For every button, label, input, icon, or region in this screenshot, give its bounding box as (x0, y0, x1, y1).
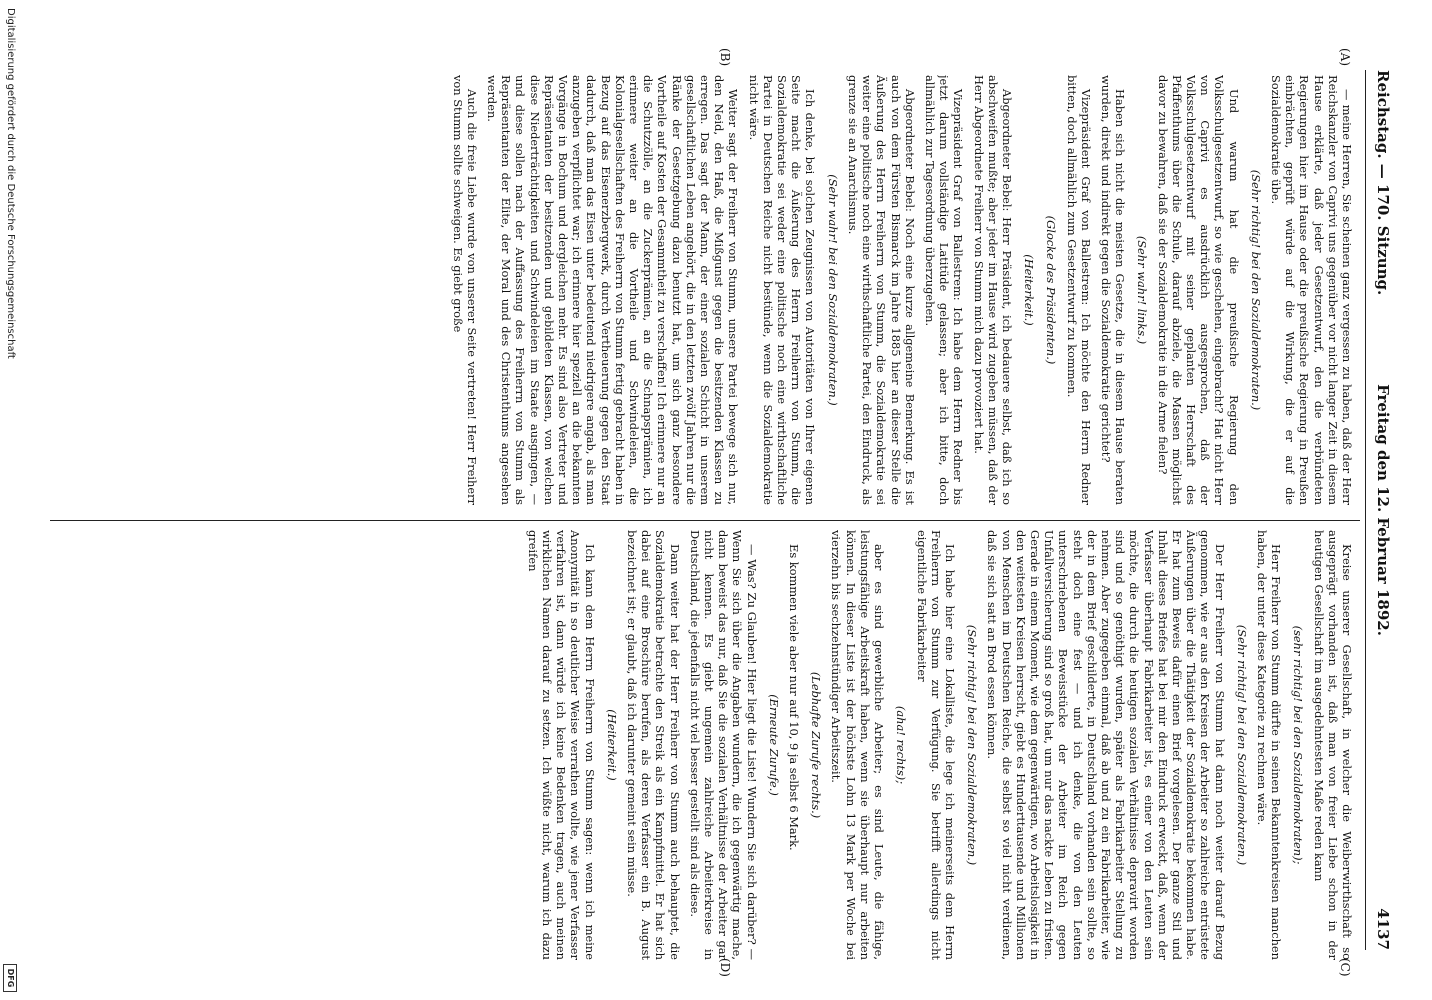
paragraph: Haben sich nicht die meisten Gesetze, die in diesem Hause beraten wurden, direkt und indirekt gegen die Sozialdemokratie gerichtet? (1098, 75, 1128, 505)
dfg-logo: DFG (3, 964, 17, 992)
margin-mark-c: (C) (1338, 958, 1352, 977)
interjection: (Sehr richtig! bei den Sozialdemokraten.) (1248, 169, 1263, 411)
interjection: (Glocke des Präsidenten.) (1044, 215, 1059, 365)
column-divider (50, 520, 1360, 521)
paragraph: Kreise unserer Gesellschaft, in welcher die Weiberwirthschaft so ausgeprägt vorhanden ist, daß man von freier Liebe schon in der heutigen Gesellschaft im ausgedehntesten Maße reden kann (1311, 530, 1354, 960)
page-footer (2, 0, 16, 1000)
paragraph: Weiter sagt der Freiherr von Stumm, unsere Partei bewege sich nur, den Neid, den Haß, die Mißgunst gegen die besitzenden Klassen zu erregen. Das sagt der Mann, der einer sozialen Schicht in unserem gesellschaftlichen Leben angehört, die in den letzten zwölf Jahren nur die Ränke der Gesetzgebung dazu benutzt hat, um sich ganz besondere Vortheile auf Kosten der Gesammtheit zu verschaffen! Ich erinnere nur an die Schutzzölle, an die Zuckerprämien, an die Schnapsprämien, ich erinnere weiter an die Vortheile und Schwindeleien, die Kolonialgesellschaften des Freiherrn von Stumm fertig gebracht haben in Bezug auf das Eisenerzbergwerk, durch Vertheuerung gegen den Staat dadurch, daß man das Eisen unter bedeutend niedrigere angab, als man anzugeben verpflichtet war; ich erinnere hier speziell an die bekannten Vorgänge in Bochum und dergleichen mehr. Es sind also Vertreter und Repräsentanten der besitzenden und gebildeten Klassen, von welchen diese Niederträchtigkeiten und Schwindeleien im Staate ausgingen, — und diese sollen nach der Auffassung des Freiherrn von Stumm als Repräsentanten der Elite, der Moral und des Christenthums angesehen werden. (485, 75, 741, 505)
interjection: (aha! rechts); (894, 705, 909, 785)
paragraph: Abgeordneter Bebel: Herr Präsident, ich bedauere selbst, daß ich so abschweifen mußte; aber jeder im Hause wird zugeben müssen, daß der Herr Abgeordnete Freiherr von Stumm mich dazu provoziert hat. (971, 75, 1014, 505)
paragraph: Es kommen viele aber nur auf 10, 9 ja selbst 6 Mark. (787, 544, 802, 851)
paragraph: Ich habe hier eine Lokalliste, die lege ich meinerseits dem Herrn Freiherrn von Stumm zur Verfügung. Sie betrifft allerdings nicht eigentliche Fabrikarbeiter (914, 530, 957, 960)
digitization-credit: Digitalisierung gefördert durch die Deutsche Forschungsgemeinschaft (5, 8, 16, 359)
interjection: (Sehr wahr! links.) (1135, 235, 1150, 345)
paragraph: Vizepräsident Graf von Ballestrem: Ich habe dem Herrn Redner bis jetzt darum vollständige Latitüde gelassen; aber ich bitte, doch allmählich zur Tagesordnung überzugehen. (922, 75, 966, 505)
paragraph: — Was? Zu Glauben! Hier liegt die Liste! Wundern Sie sich darüber? — Wenn Sie sich über die Angaben wundern, die ich gegenwärtig mache, dann beweist das nur, daß Sie die sozialen Verhältnisse der Arbeiter gar nicht kennen. Es giebt ungemein zahlreiche Arbeiterkreise in Deutschland, die jedenfalls nicht viel besser gestellt sind als diese. (687, 530, 759, 960)
margin-mark-a: (A) (1338, 48, 1352, 67)
margin-mark-b: (B) (718, 48, 732, 67)
interjection: (Heiterkeit.) (1022, 254, 1037, 326)
paragraph: Abgeordneter Bebel: Noch eine kurze allgemeine Bemerkung. Es ist auch von dem Fürsten Bismarck im Jahre 1885 hier an dieser Stelle die Äußerung des Herrn Freiherrn von Stumm, die Sozialdemokratie sei weiter eine politische noch eine wirthschaftliche Partei, den Eindruck, als grenze sie an Anarchismus. (845, 75, 917, 505)
paragraph: Ich denke, bei solchen Zeugnissen von Autoritäten von Ihrer eigenen Seite macht die Äußerung des Herrn Freiherrn von Stumm, die Sozialdemokratie sei weder eine politische noch eine wirthschaftliche Partei in Deutschen Reiche nicht bestünde, wenn die Sozialdemokratie nicht wäre. (746, 75, 818, 505)
header-session: Reichstag. — 170. Sitzung. (1374, 70, 1392, 296)
left-column (54, 75, 1354, 505)
paragraph: Vizepräsident Graf von Ballestrem: Ich möchte den Herrn Redner bitten, doch allmählich zum Gesetzentwurf zu kommen. (1064, 75, 1093, 505)
paragraph: Der Herr Freiherr von Stumm hat dann noch weiter darauf Bezug genommen, wie er aus den Kreisen der Arbeiter so zahlreiche entrüstete Äußerungen über die Thätigkeit der Sozialdemokratie bekommen habe. Er hat zum Beweis dafür einen Brief vorgelesen. Der ganze Stil und Inhalt dieses Briefes hat bei mir den Eindruck erweckt, daß, wenn der Verfasser überhaupt Fabrikarbeiter ist, es einer von den Leuten sein möchte, die durch die heutigen sozialen Verhältnisse depravirt worden sind und so genöthigt wurden, später als Fabrikarbeiter Stellung zu nehmen. Aber zugegeben einmal, daß ab und zu ein Fabrikarbeiter, wie der in dem Brief geschilderte, in Deutschland vorhanden sein sollte, so steht doch eine fest — und ich denke, die von den Leuten unterschriebenen Beweisstücke der Arbeiter im Reich gegen Unfallversicherung sind so groß hat, um nur das nackte Leben zu fristen. Gerade in einem Moment, wie dem gegenwärtigen, wo Arbeitslosigkeit in den weitesten Kreisen herrscht, giebt es Hunderttausende und Millionen von Menschen im Deutschen Reiche, die selbst so viel nicht verdienen, daß sie sich satt an Brod essen können. (985, 530, 1227, 960)
header-rule (1365, 70, 1366, 950)
page-header (1368, 70, 1392, 950)
paragraph: Und warum hat die preußische Regierung den Volksschulgesetzentwurf, so wie geschehen, eingebracht? Hat nicht Herr von Caprivi es ausdrücklich ausgesprochen, daß der Volksschulgesetzentwurf mit seiner geplanten Herrschaft des Pfaffenthums über die Schule, darauf abziele, die Massen möglichst davor zu bewahren, daß sie der Sozialdemokratie in die Arme fielen? (1155, 75, 1241, 505)
interjection: (sehr richtig! bei den Sozialdemokraten); (1291, 625, 1306, 865)
paragraph: — meine Herren, Sie scheinen ganz vergessen zu haben, daß der Herr Reichskanzler von Caprivi uns gegenüber vor nicht langer Zeit in diesem Hause erklärte, daß jeder Gesetzentwurf, den die verbündeten Regierungen hier im Hause oder die preußische Regierung in Preußen einbrächten, geprüft würde auf die Wirkung, die er auf die Sozialdemokratie übe. (1268, 75, 1354, 505)
paragraph: Ich kann dem Herrn Freiherrn von Stumm sagen: wenn ich meine Anonymität in so deutlicher Weise verrathen wollte, wie jener Verfasser verfahren ist, dann würde ich keine Bedenken tragen, auch meinen wirklichen Namen darauf zu setzen. Ich wüßte nicht, warum ich dazu greifen (525, 530, 597, 960)
paragraph: aber es sind gewerbliche Arbeiter; es sind Leute, die fähige, leistungsfähige Arbeitskraft haben, wenn sie überhaupt nur arbeiten können. In dieser Liste ist der höchste Lohn 13 Mark per Woche bei vierzehn bis sechzehnstündiger Arbeitszeit. (829, 530, 887, 960)
interjection: (Sehr richtig! bei den Sozialdemokraten.) (1234, 624, 1249, 866)
interjection: (Heiterkeit.) (604, 709, 619, 781)
interjection: (Erneute Zurufe.) (766, 694, 781, 796)
right-column (54, 530, 1354, 960)
header-page-number: 4137 (1374, 908, 1392, 950)
interjection: (Lebhafte Zurufe rechts.) (809, 671, 824, 819)
interjection: (Sehr richtig! bei den Sozialdemokraten.) (965, 624, 980, 866)
margin-mark-d: (D) (718, 958, 732, 977)
header-date: Freitag den 12. Februar 1892. (1374, 384, 1392, 636)
paragraph: Dann weiter hat der Herr Freiherr von Stumm auch behauptet, die Sozialdemokratie betrachte den Streik als ein Kampfmittel. Er hat sich dabei auf eine Broschüre berufen, als deren Verfasser ein B. August bezeichnet ist; er glaubt, daß ich darunter gemeint sein müsse. (625, 530, 682, 960)
interjection: (Sehr wahr! bei den Sozialdemokraten.) (825, 174, 840, 406)
paragraph: Herr Freiherr von Stumm dürfte in seinen Bekanntenkreisen manchen haben, der unter diese Kategorie zu rechnen wäre. (1254, 530, 1284, 960)
paragraph: Auch die freie Liebe wurde von unserer Seite vertreten! Herr Freiherr von Stumm sollte schweigen. Es giebt große (450, 75, 479, 505)
